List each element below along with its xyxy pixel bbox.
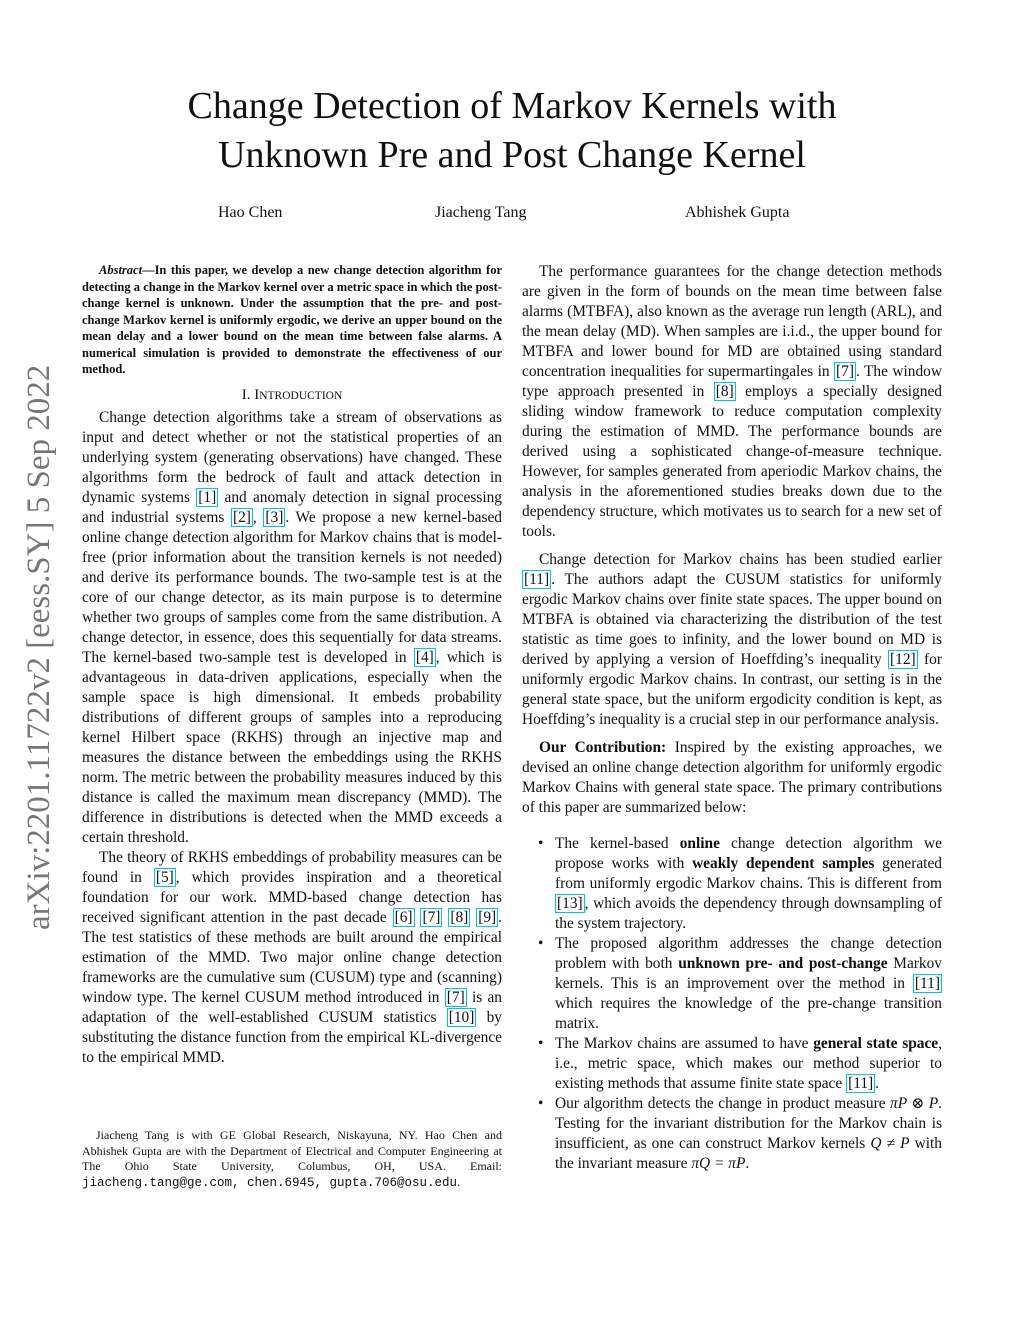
email-addresses[interactable]: jiacheng.tang@ge.com, chen.6945, gupta.706@osu.edu xyxy=(82,1175,458,1190)
intro-paragraph-1: Change detection algorithms take a stream of observations as input and detect whether or not the statistical properties of an underlying system (generating observations) have changed. These algorithms form the bedrock of fault and attack detection in dynamic systems [1] and anomaly detection in signal processing and industrial systems [2] , [3] . We propose a new kernel-based online change detection algorithm for Markov chains that is model-free (prior information about the transition kernels is not needed) and derive its performance bounds. The two-sample test is at the core of our change detector, as its main purpose is to determine whether two groups of samples come from the same distribution. A change detector, in essence, does this sequentially for data streams. The kernel-based two-sample test is developed in [4] , which is advantageous in data-driven applications, especially when the sample space is high dimensional. It embeds probability distributions of different groups of samples into a reproducing kernel Hilbert space (RKHS) through an injective map and measures the distance between the embeddings using the RKHS norm. The metric between the probability measures induced by this distance is called the maximum mean discrepancy (MMD). The difference in distributions is detected when the MMD exceeds a certain threshold. xyxy=(82,408,502,846)
section-title-rest: NTRODUCTION xyxy=(259,389,343,402)
math-expression: Q ≠ P xyxy=(870,1135,910,1152)
citation-link[interactable]: [4] xyxy=(415,648,434,666)
right-paragraph-1: The performance guarantees for the change detection methods are given in the form of bounds on the mean time between false alarms (MTBFA), also known as the average run length (ARL), and the mean delay (MD). When samples are i.i.d., the upper bound for MTBFA and lower bound for MD are obtained using standard concentration inequalities for supermartingales in [7] . The window type approach presented in [8] employs a specially designed sliding window framework to reduce computation complexity during the estimation of MMD. The performance bounds are derived using a sophisticated change-of-measure technique. However, for samples generated from aperiodic Markov chains, the analysis in the aforementioned studies breaks down due to the dependency structure, which motivates us to search for a new set of tools. xyxy=(522,263,942,540)
bullet-icon: • xyxy=(538,1095,544,1112)
citation-link[interactable]: [1] xyxy=(198,488,217,506)
abstract-label: Abstract xyxy=(99,263,143,277)
citation-link[interactable]: [12] xyxy=(890,651,916,668)
citation-link[interactable]: [3] xyxy=(265,508,284,526)
citation-link[interactable]: [7] xyxy=(422,908,441,926)
section-number: I. xyxy=(241,386,251,403)
list-item: • The Markov chains are assumed to have general state space, i.e., metric space, which makes our method superior to existing methods that assume finite state space [11] . xyxy=(538,1035,942,1092)
left-column xyxy=(82,262,502,1068)
intro-paragraph-2: The theory of RKHS embeddings of probability measures can be found in [5] , which provides inspiration and a theoretical foundation for our work. MMD-based change detection has received significant attention in the past decade [6] [7] [8] [9] . The test statistics of these methods are built around the empirical estimation of the MMD. Two major online change detection frameworks are the cumulative sum (CUSUM) type and (scanning) window type. The kernel CUSUM method introduced in [7] is an adaptation of the well-established CUSUM statistics [10] by substituting the distance function from the empirical KL-divergence to the empirical MMD. xyxy=(82,848,503,1066)
citation-link[interactable]: [8] xyxy=(450,908,469,926)
contribution-lead: Our Contribution: xyxy=(539,739,667,756)
paper-title: Change Detection of Markov Kernels with Unknown Pre and Post Change Kernel xyxy=(187,85,837,176)
right-column xyxy=(522,262,942,1174)
arxiv-side-stamp: arXiv:2201.11722v2 [eess.SY] 5 Sep 2022 xyxy=(21,364,57,930)
citation-link[interactable]: [2] xyxy=(232,508,251,526)
citation-link[interactable]: [10] xyxy=(448,1008,475,1026)
citation-link[interactable]: [9] xyxy=(478,908,497,926)
list-item: • The kernel-based online change detection algorithm we propose works with weakly dependent samples generated from uniformly ergodic Markov chains. This is different from [13] , which avoids the dependency through downsampling of the system trajectory. xyxy=(538,835,942,932)
section-heading xyxy=(82,385,502,406)
abstract-text: —In this paper, we develop a new change detection algorithm for detecting a change in the Markov kernel over a metric space in which the post-change kernel is unknown. Under the assumption that the pre- and post-change Markov kernel is uniformly ergodic, we derive an upper bound on the mean delay and a lower bound on the mean time between false alarms. A numerical simulation is provided to demonstrate the effectiveness of our method. xyxy=(82,263,502,376)
citation-link[interactable]: [13] xyxy=(557,895,583,912)
list-item: • The proposed algorithm addresses the change detection problem with both unknown pre- and post-change Markov kernels. This is an improvement over the method in [11] which requires the knowledge of the pre-change transition matrix. xyxy=(538,935,943,1032)
right-paragraph-2: Change detection for Markov chains has been studied earlier [11] . The authors adapt the CUSUM statistics for uniformly ergodic Markov chains over finite state spaces. The upper bound on MTBFA is obtained via characterizing the distribution of the test statistic as time goes to infinity, and the lower bound on MD is derived by applying a version of Hoeffding’s inequality [12] for uniformly ergodic Markov chains. In contrast, our setting is in the general state space, but the uniform ergodicity condition is kept, as Hoeffding’s inequality is a crucial step in our performance analysis. xyxy=(522,551,942,728)
citation-link[interactable]: [8] xyxy=(715,383,734,400)
citation-link[interactable]: [6] xyxy=(394,908,413,926)
citation-link[interactable]: [7] xyxy=(836,363,854,380)
citation-link[interactable]: [11] xyxy=(914,975,940,992)
author-name: Abhishek Gupta xyxy=(685,204,790,221)
contribution-paragraph: Our Contribution: Inspired by the existing approaches, we devised an online change detection algorithm for uniformly ergodic Markov Chains with general state space. The primary contributions of this paper are summarized below: xyxy=(522,739,942,816)
footnote: Jiacheng Tang is with GE Global Research, Niskayuna, NY. Hao Chen and Abhishek Gupta are with the Department of Electrical and Computer Engineering at The Ohio State University, Columbus, OH, USA. Email: jiacheng.tang@ge.com, chen.6945, gupta.706@osu.edu. xyxy=(82,1128,502,1190)
citation-link[interactable]: [5] xyxy=(155,868,174,886)
bullet-icon: • xyxy=(538,1035,544,1052)
list-item: • Our algorithm detects the change in product measure πP ⊗ P. Testing for the invariant distribution for the Markov chain is insufficient, as one can construct Markov kernels Q ≠ P with the invariant measure πQ = πP. xyxy=(538,1095,942,1172)
citation-link[interactable]: [7] xyxy=(446,988,465,1006)
math-expression: πQ = πP xyxy=(691,1155,746,1172)
bullet-icon: • xyxy=(538,835,544,852)
citation-link[interactable]: [11] xyxy=(848,1075,874,1092)
bullet-icon: • xyxy=(538,935,544,952)
section-title-initial: I xyxy=(254,386,260,403)
abstract xyxy=(82,262,502,378)
citation-link[interactable]: [11] xyxy=(524,571,550,588)
author-name: Hao Chen xyxy=(218,204,283,221)
contribution-list xyxy=(522,834,942,1174)
math-expression: πP ⊗ P xyxy=(890,1095,939,1112)
author-name: Jiacheng Tang xyxy=(435,204,527,221)
